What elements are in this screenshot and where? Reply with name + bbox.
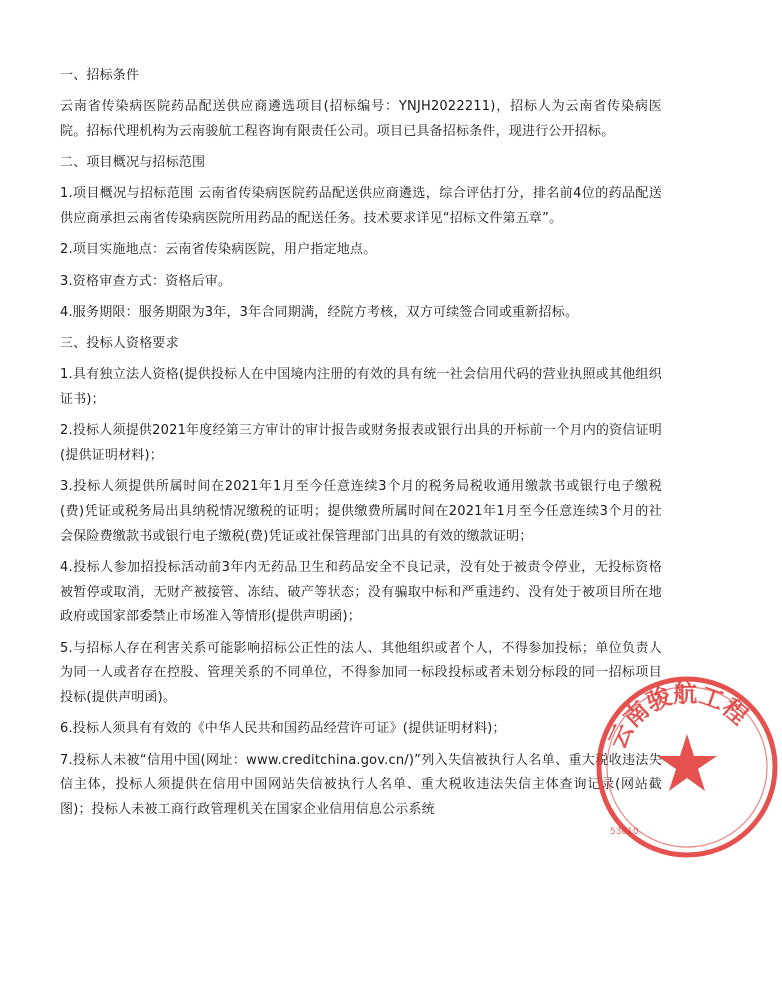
company-seal-stamp bbox=[592, 672, 782, 862]
paragraph-requirement-3: 3.投标人须提供所属时间在2021年1月至今任意连续3个月的税务局税收通用缴款书或银行电子缴税(费)凭证或税务局出具纳税情况缴税的证明；提供缴费所属时间在2021年1月至今任意连续3个月的社会保险费缴款书或银行电子缴税(费)凭证或社保管理部门出具的有效的缴款证明； bbox=[60, 479, 662, 544]
seal-name-text: 云南骏航工程 bbox=[603, 679, 754, 753]
paragraph-requirement-2: 2.投标人须提供2021年度经第三方审计的审计报告或财务报表或银行出具的开标前一个月内的资信证明(提供证明材料)； bbox=[60, 423, 662, 463]
paragraph-bidding-conditions: 云南省传染病医院药品配送供应商遴选项目(招标编号：YNJH2022211)，招标人为云南省传染病医院。招标代理机构为云南骏航工程咨询有限责任公司。项目已具备招标条件，现进行公开招标。 bbox=[60, 99, 662, 139]
paragraph-requirement-1: 1.具有独立法人资格(提供投标人在中国境内注册的有效的具有统一社会信用代码的营业执照或其他组织证书)； bbox=[60, 367, 662, 407]
paragraph-qualification-review: 3.资格审查方式：资格后审。 bbox=[60, 273, 232, 289]
section-heading-bidding-conditions: 一、招标条件 bbox=[60, 68, 140, 83]
paragraph-service-period: 4.服务期限：服务期限为3年，3年合同期满，经院方考核，双方可续签合同或重新招标。 bbox=[60, 304, 579, 320]
paragraph-project-scope: 1.项目概况与招标范围 云南省传染病医院药品配送供应商遴选，综合评估打分，排名前4位的药品配送供应商承担云南省传染病医院所用药品的配送任务。技术要求详见“招标文件第五章”。 bbox=[60, 186, 662, 227]
paragraph-requirement-4: 4.投标人参加招投标活动前3年内无药品卫生和药品安全不良记录，没有处于被责令停业，无投标资格被暂停或取消，无财产被接管、冻结、破产等状态；没有骗取中标和严重违约、没有处于被项目所在地政府或国家部委禁止市场准入等情形(提供声明函)； bbox=[60, 559, 662, 625]
paragraph-requirement-7: 7.投标人未被“信用中国(网址：www.creditchina.gov.cn/)”列入失信被执行人名单、重大税收违法失信主体，投标人须提供在信用中国网站失信被执行人名单、重大税收违法失信主体查询记录(网站截图)；投标人未被工商行政管理机关在国家企业信用信息公示系统 bbox=[60, 752, 662, 818]
paragraph-requirement-5: 5.与招标人存在利害关系可能影响招标公正性的法人、其他组织或者个人，不得参加投标；单位负责人为同一人或者存在控股、管理关系的不同单位，不得参加同一标段投标或者未划分标段的同一招标项目投标(提供声明函)。 bbox=[60, 640, 662, 706]
document-body bbox=[60, 64, 662, 829]
seal-number-text: 53010 bbox=[610, 827, 639, 837]
seal-star-icon bbox=[657, 734, 717, 791]
paragraph-project-location: 2.项目实施地点：云南省传染病医院，用户指定地点。 bbox=[60, 242, 377, 258]
section-heading-bidder-qualifications: 三、投标人资格要求 bbox=[60, 335, 179, 351]
section-heading-project-overview: 二、项目概况与招标范围 bbox=[60, 155, 206, 171]
paragraph-requirement-6: 6.投标人须具有有效的《中华人民共和国药品经营许可证》(提供证明材料)； bbox=[60, 721, 506, 737]
